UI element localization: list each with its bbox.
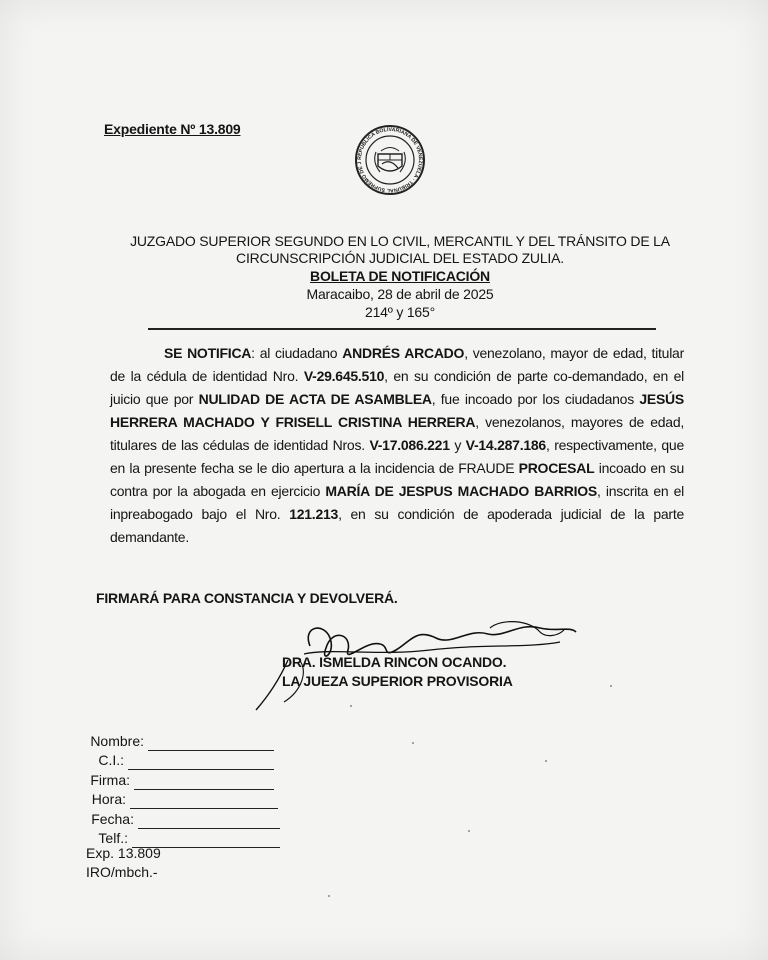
time-field[interactable] (130, 795, 278, 809)
body-text: , venezolano, mayor de edad, titular de la cédula de identidad Nro. (110, 345, 685, 384)
name-field[interactable] (148, 737, 274, 751)
closing-instruction: FIRMARÁ PARA CONSTANCIA Y DEVOLVERÁ. (96, 590, 398, 606)
scan-speck (328, 895, 330, 897)
scan-speck (412, 742, 414, 744)
footer-initials: IRO/mbch.- (86, 864, 158, 880)
form-row-firma (90, 770, 280, 790)
place-date: Maracaibo, 28 de abril de 2025 (306, 286, 494, 302)
notification-body (110, 342, 684, 549)
case-type: NULIDAD DE ACTA DE ASAMBLEA (198, 391, 432, 407)
body-text: , respectivamente, que en la presente fecha se le dio apertura a la incidencia de FRAUDE (110, 437, 684, 476)
judge-title: LA JUEZA SUPERIOR PROVISORIA (282, 673, 513, 689)
form-label: Nombre: (90, 732, 144, 749)
id-field[interactable] (128, 756, 274, 770)
footer-case-number: Exp. 13.809 (86, 845, 161, 861)
form-row-hora (90, 790, 280, 810)
date-field[interactable] (138, 815, 280, 829)
form-label: Hora: (91, 791, 126, 807)
form-label: C.I.: (98, 752, 124, 768)
inpre-number: 121.213 (289, 506, 339, 522)
seal-ring-text: REPÚBLICA BOLIVARIANA DE VENEZUELA · TRIBUNAL SUPREMO DE J (356, 126, 424, 194)
court-name-line-2: CIRCUNSCRIPCIÓN JUDICIAL DEL ESTADO ZULIA. (236, 250, 564, 266)
form-label: Firma: (90, 771, 130, 788)
form-row-nombre (90, 731, 280, 751)
id-number: V-14.287.186 (465, 437, 546, 453)
case-number: Expediente Nº 13.809 (104, 121, 241, 137)
plaintiff-names: JESÚS HERRERA MACHADO Y FRISELL CRISTINA HERRERA (110, 391, 684, 430)
years-line: 214º y 165° (364, 304, 435, 320)
body-text: incoado en su contra por la abogada en ejercicio (110, 460, 684, 499)
document-title: BOLETA DE NOTIFICACIÓN (310, 268, 490, 284)
scan-speck (545, 760, 547, 762)
body-text: : al ciudadano (251, 345, 343, 361)
id-number: V-29.645.510 (303, 368, 385, 384)
scan-speck (350, 705, 352, 707)
body-text: y (449, 437, 466, 453)
body-text: , venezolanos, mayores de edad, titulares de las cédulas de identidad Nros. (110, 414, 684, 453)
body-text: , inscrita en el inpreabogado bajo el Nro. (110, 483, 685, 522)
body-text: , en su condición de parte co-demandado, en el juicio que por (110, 368, 684, 407)
signature-field[interactable] (134, 776, 274, 790)
lawyer-name: MARÍA DE JESPUS MACHADO BARRIOS (325, 483, 598, 499)
notified-name: ANDRÉS ARCADO (342, 345, 465, 361)
scan-speck (468, 830, 470, 832)
divider (148, 328, 656, 330)
judge-name: DRA. ISMELDA RINCON OCANDO. (282, 654, 507, 670)
scan-speck (610, 685, 612, 687)
id-number: V-17.086.221 (369, 437, 450, 453)
receipt-form (90, 731, 280, 848)
form-row-fecha (90, 809, 280, 829)
body-text: , fue incoado por los ciudadanos (431, 391, 640, 407)
body-text: , en su condición de apoderada judicial de la parte demandante. (110, 506, 684, 545)
court-name-line-1: JUZGADO SUPERIOR SEGUNDO EN LO CIVIL, MERCANTIL Y DEL TRÁNSITO DE LA (130, 233, 670, 249)
form-label: Fecha: (91, 810, 134, 827)
lead: SE NOTIFICA (164, 345, 252, 361)
form-label: Telf.: (98, 830, 128, 846)
fraud-word: PROCESAL (518, 460, 595, 476)
form-row-ci (90, 751, 280, 771)
court-seal-icon (354, 124, 426, 196)
